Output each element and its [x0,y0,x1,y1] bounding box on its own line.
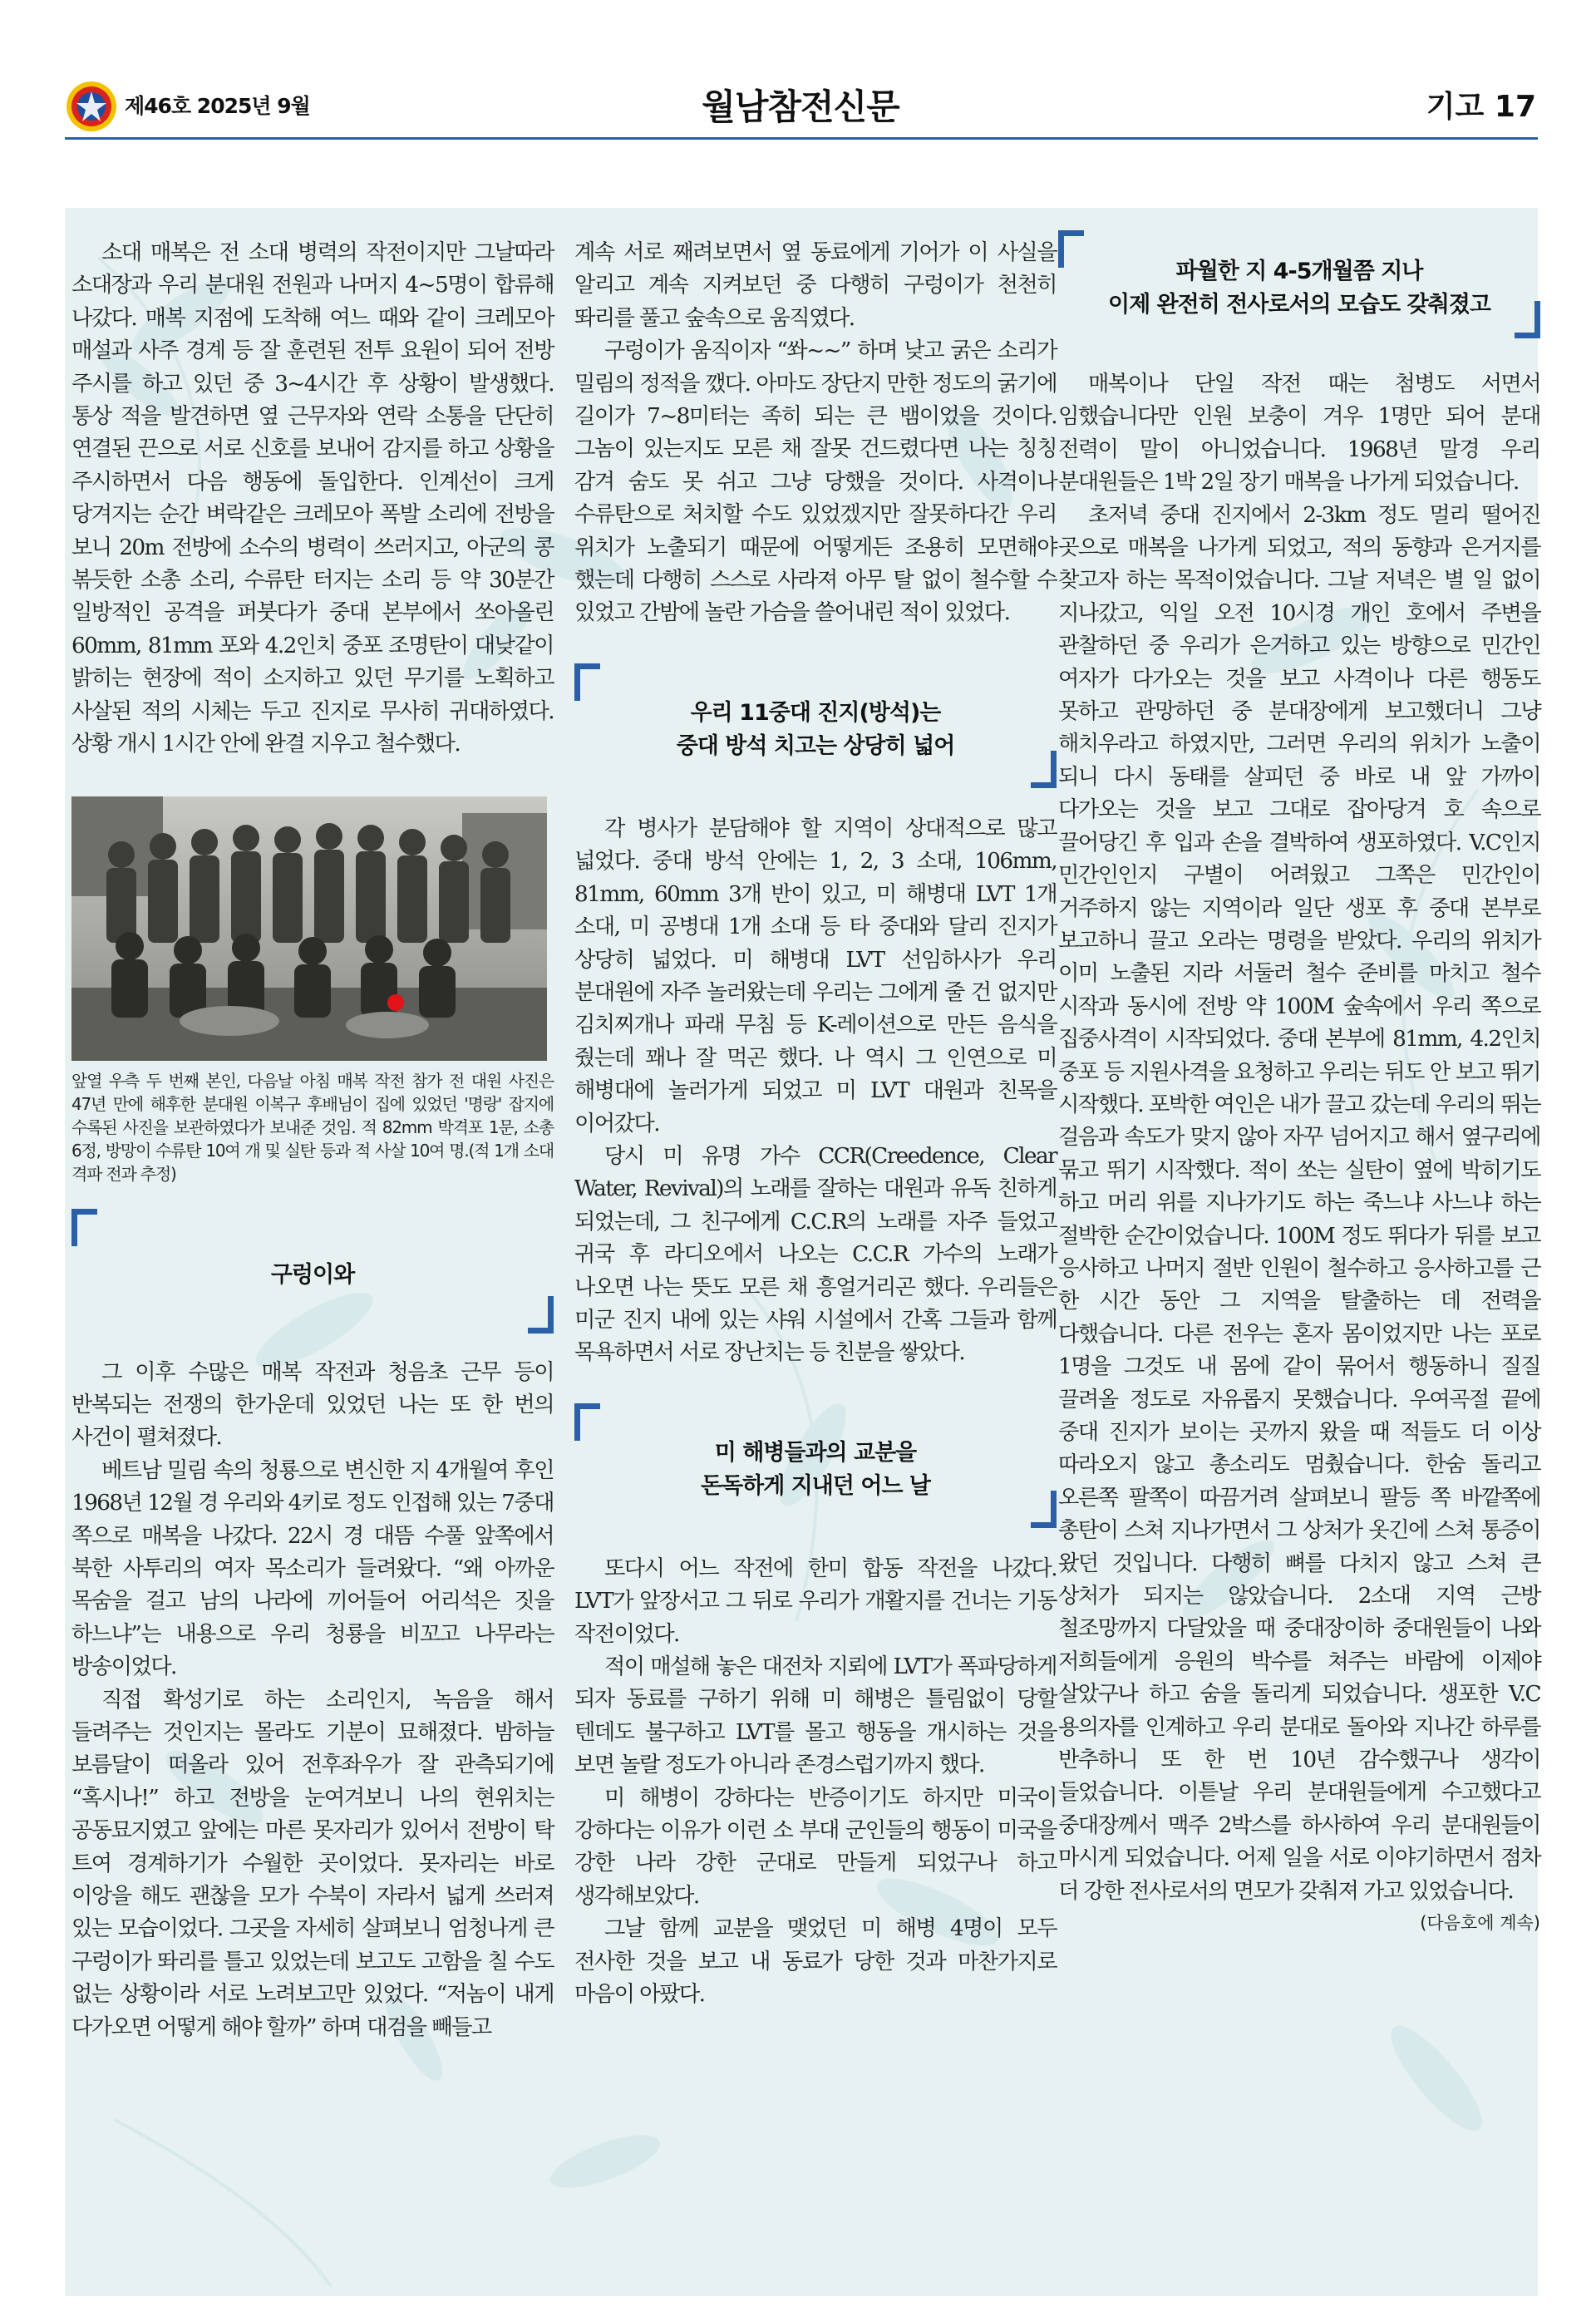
subheading-box [71,1209,554,1333]
article-paragraph: 계속 서로 째려보면서 옆 동료에게 기어가 이 사실을 알리고 계속 지켜보던 중 다행히 구렁이가 천천히 똬리를 풀고 숲속으로 움직였다. [574,240,1057,331]
article-paragraph: 베트남 밀림 속의 청룡으로 변신한 지 4개월여 후인 1968년 12월 경 우리와 4키로 정도 인접해 있는 7중대 쪽으로 매복을 나갔다. 22시 경 대뜸 수풀 앞쪽에서 북한 사투리의 여자 목소리가 들려왔다. “왜 아까운 목숨을 걸고 남의 나라에 끼어들어 어리석은 짓을 하느냐”는 내용으로 우리 청룡을 비꼬고 나무라는 방송이었다. [71,1457,554,1680]
subheading [1066,255,1532,322]
article-paragraph: 적이 매설해 놓은 대전차 지뢰에 LVT가 폭파당하게 되자 동료를 구하기 위해 미 해병은 틀림없이 당할 텐데도 불구하고 LVT를 몰고 행동을 개시하는 것을 보면 놀랄 정도가 아니라 존경스럽기까지 했다. [574,1654,1057,1778]
article-photo [71,796,547,1061]
subheading-line: 중대 방석 치고는 상당히 넓어 [676,732,955,759]
bracket-bottom-right [1031,751,1057,788]
article-column-2 [574,237,1057,2011]
article-paragraph: 구렁이가 움직이자 “쏴~~” 하며 낮고 굵은 소리가 밀림의 정적을 깼다. 아마도 장단지 만한 정도의 굵기에 길이가 7~8미터는 족히 되는 큰 뱀이었을 것이다. 그놈이 있는지도 모른 채 잘못 건드렸다면 나는 칭칭 감겨 숨도 못 쉬고 그냥 당했을 것이다. 사격이나 수류탄으로 처치할 수도 있었겠지만 잘못하다간 우리 위치가 노출되기 때문에 어떻게든 조용히 모면해야 했는데 다행히 스스로 사라져 아무 탈 없이 철수할 수 있었고 간밤에 놀란 가슴을 쓸어내린 적이 있었다. [574,338,1057,626]
page-header [65,76,1536,135]
subheading-line: 우리 11중대 진지(방석)는 [690,699,941,726]
bracket-bottom-right [1515,301,1540,338]
subheading-line: 미 해병들과의 교분을 [714,1439,917,1466]
article-paragraph: 매복이나 단일 작전 때는 첨병도 서면서 임했습니다만 인원 보충이 겨우 1명만 되어 분대 전력이 말이 아니었습니다. 1968년 말경 우리 분대원들은 1박 2일 장기 매복을 나가게 되었습니다. [1058,372,1540,495]
issue-info: 제46호 2025년 9월 [125,94,310,118]
subheading-box [574,1403,1057,1528]
continued-note: (다음호에 계속) [1420,1913,1540,1934]
article-column-1 [71,237,554,2044]
bracket-bottom-right [528,1296,554,1333]
bracket-bottom-right [1031,1491,1057,1528]
article-paragraph: 초저녁 중대 진지에서 2-3km 정도 멀리 떨어진 곳으로 매복을 나가게 되었고, 적의 동향과 은거지를 찾고자 하는 목적이었습니다. 그날 저녁은 별 일 없이 지나갔고, 익일 오전 10시경 개인 호에서 주변을 관찰하던 중 우리가 은거하고 있는 방향으로 민간인 여자가 다가오는 것을 보고 사격이나 다른 행동도 못하고 관망하던 중 분대장에게 보고했더니 그냥 해치우라고 하였지만, 그러면 우리의 위치가 노출이 되니 다시 동태를 살피던 중 바로 내 앞 가까이 다가오는 것을 보고 그대로 잡아당겨 호 속으로 끌어당긴 후 입과 손을 결박하여 생포하였다. V.C인지 민간인인지 구별이 어려웠고 그쪽은 민간인이 거주하지 않는 지역이라 일단 생포 후 중대 본부로 보고하니 끌고 오라는 명령을 받았다. 우리의 위치가 이미 노출된 지라 서둘러 철수 준비를 마치고 철수 시작과 동시에 전방 약 100M 숲속에서 우리 쪽으로 집중사격이 시작되었다. 중대 본부에 81mm, 4.2인치 중포 등 지원사격을 요청하고 우리는 뒤도 안 보고 뛰기 시작했다. 포박한 여인은 내가 끌고 갔는데 우리의 뛰는 걸음과 속도가 맞지 않아 자꾸 넘어지고 해서 옆구리에 묶고 뛰기 시작했다. 적이 쏘는 실탄이 옆에 박히기도 하고 머리 위를 지나가기도 하는 죽느냐 사느냐 하는 절박한 순간이었습니다. 100M 정도 뛰다가 뒤를 보고 응사하고 나머지 절반 인원이 철수하고 응사하고를 근 한 시간 동안 그 지역을 탈출하는 데 전력을 다했습니다. 다른 전우는 혼자 몸이었지만 나는 포로 1명을 그것도 내 몸에 같이 묶어서 행동하니 질질 끌려올 정도로 자유롭지 못했습니다. 우여곡절 끝에 중대 진지가 보이는 곳까지 왔을 때 적들도 더 이상 따라오지 않고 총소리도 멈췄습니다. 한숨 돌리고 오른쪽 팔쪽이 따끔거려 살펴보니 팔등 쪽 바깥쪽에 총탄이 스쳐 지나가면서 그 상처가 옷긴에 스쳐 통증이 왔던 것입니다. 다행히 뼈를 다치지 않고 스쳐 큰 상처가 되지는 않았습니다. 2소대 지역 근방 철조망까지 다달았을 때 중대장이하 중대원들이 나와 저희들에게 응원의 박수를 쳐주는 바람에 이제야 살았구나 하고 숨을 돌리게 되었습니다. 생포한 V.C 용의자를 인계하고 우리 분대로 돌아와 지나간 하루를 반추하니 또 한 번 10년 감수했구나 생각이 들었습니다. 이튿날 우리 분대원들에게 수고했다고 중대장께서 맥주 2박스를 하사하여 우리 분대원들이 마시게 되었습니다. 어제 일을 서로 이야기하면서 점차 더 강한 전사로서의 면모가 갖춰져 가고 있었습니다. [1058,502,1540,1904]
subheading: 구렁이와 [270,1261,355,1288]
article-paragraph: 또다시 어느 작전에 한미 합동 작전을 나갔다. LVT가 앞장서고 그 뒤로 우리가 개활지를 건너는 기동 작전이었다. [574,1555,1057,1647]
page-number: 17 [1494,90,1536,124]
subheading [583,697,1048,763]
marker-dot [387,994,404,1011]
article-paragraph: 각 병사가 분담해야 할 지역이 상대적으로 많고 넓었다. 중대 방석 안에는 1, 2, 3 소대, 106mm, 81mm, 60mm 3개 반이 있고, 미 해병대 LVT 1개 소대, 미 공병대 1개 소대 등 타 중대와 달리 진지가 상당히 넓었다. 미 해병대 LVT 선임하사가 우리 분대원에 자주 놀러왔는데 우리는 그에게 줄 건 없지만 김치찌개나 파래 무침 등 K-레이션으로 만든 음식을 줬는데 꽤나 잘 먹곤 했다. 나 역시 그 인연으로 미 해병대에 놀러가게 되었고 미 LVT 대원과 친목을 이어갔다. [574,816,1057,1136]
section-label: 기고 [1426,90,1485,124]
bracket-top-left [574,1403,600,1441]
article-paragraph: 그날 함께 교분을 맺었던 미 해병 4명이 모두 전사한 것을 보고 내 동료가 당한 것과 마찬가지로 마음이 아팠다. [574,1916,1057,2008]
subheading [583,1437,1048,1503]
article-paragraph: 소대 매복은 전 소대 병력의 작전이지만 그날따라 소대장과 우리 분대원 전원과 나머지 4~5명이 합류해 나갔다. 매복 지점에 도착해 여느 때와 같이 크레모아 매설과 사주 경계 등 잘 훈련된 전투 요원이 되어 전방 주시를 하고 있던 중 3~4시간 후 상황이 발생했다. 통상 적을 발견하면 옆 근무자와 연락 소통을 단단히 연결된 끈으로 서로 신호를 보내어 감지를 하고 상황을 주시하면서 다음 행동에 돌입한다. 인계선이 크게 당겨지는 순간 벼락같은 크레모아 폭발 소리에 전방을 보니 20m 전방에 소수의 병력이 쓰러지고, 아군의 콩 볶듯한 소총 소리, 수류탄 터지는 소리 등 약 30분간 일방적인 공격을 퍼붓다가 중대 본부에서 쏘아올린 60mm, 81mm 포와 4.2인치 중포 조명탄이 대낮같이 밝히는 현장에 적이 소지하고 있던 무기를 노획하고 사살된 적의 시체는 두고 진지로 무사히 귀대하였다. 상황 개시 1시간 안에 완결 지우고 철수했다. [71,240,554,757]
article-paragraph: 그 이후 수많은 매복 작전과 청음초 근무 등이 반복되는 전쟁의 한가운데 있었던 나는 또 한 번의 사건이 펼쳐졌다. [71,1359,554,1451]
subheading-box [1058,230,1540,338]
article-paragraph: 미 해병이 강하다는 반증이기도 하지만 미국이 강하다는 이유가 이런 소 부대 군인들의 행동이 미국을 강한 나라 강한 군대로 만들게 되었구나 하고 생각해보았다. [574,1785,1057,1909]
bracket-top-left [71,1209,97,1246]
header-rule [65,137,1538,140]
subheading-box [574,663,1057,788]
subheading-line: 파월한 지 4-5개월쯤 지나 [1175,259,1423,284]
article-paragraph: 당시 미 유명 가수 CCR(Creedence, Clear Water, Revival)의 노래를 잘하는 대원과 유독 친하게 되었는데, 그 친구에게 C.C.R의 노래를 자주 들었고 귀국 후 라디오에서 나오는 C.C.R 가수의 노래가 나오면 나는 뜻도 모른 채 흥얼거리곤 했다. 우리들은 미군 진지 내에 있는 샤워 시설에서 간혹 그들과 함께 목욕하면서 서로 장난치는 등 친분을 쌓았다. [574,1143,1057,1366]
photo-caption: 앞열 우측 두 번째 본인, 다음날 아침 매복 작전 참가 전 대원 사진은 47년 만에 해후한 분대원 이복구 후배님이 집에 있었던 '명랑' 잡지에 수록된 사진을 보관하였다가 보내준 것임. 적 82mm 박격포 1문, 소총 6정, 방망이 수류탄 10여 개 및 실탄 등과 적 사살 10여 명.(적 1개 소대 격파 전과 추정) [71,1070,554,1184]
masthead-title: 월남참전신문 [702,86,899,127]
article-column-3 [1058,237,1540,1935]
section-and-page [1426,83,1536,126]
article-paragraph: 직접 확성기로 하는 소리인지, 녹음을 해서 들려주는 것인지는 몰라도 기분이 묘해졌다. 밤하늘 보름달이 떠올라 있어 전후좌우가 잘 관측되기에 “혹시나!” 하고 전방을 눈여겨보니 나의 현위치는 공동묘지였고 앞에는 마른 못자리가 있어서 전방이 탁 트여 경계하기가 수월한 곳이었다. 못자리는 바로 이앙을 해도 괜찮을 모가 수북이 자라서 넓게 쓰러져 있는 모습이었다. 그곳을 자세히 살펴보니 엄청나게 큰 구렁이가 똬리를 틀고 있었는데 보고도 고함을 칠 수도 없는 상황이라 서로 노려보고만 있었다. “저놈이 내게 다가오면 어떻게 해야 할까” 하며 대검을 빼들고 [71,1687,554,2040]
bracket-top-left [574,663,600,701]
subheading-line: 돈독하게 지내던 어느 날 [700,1472,931,1499]
soldiers-group-photo [71,796,547,1061]
subheading-line: 이제 완전히 전사로서의 모습도 갖춰졌고 [1108,292,1490,318]
